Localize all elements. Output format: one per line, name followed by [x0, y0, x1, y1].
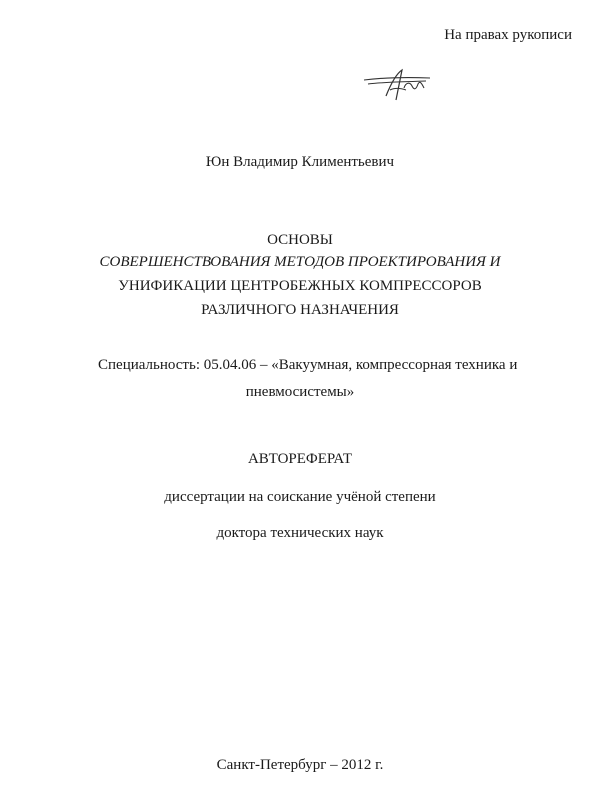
- manuscript-note: На правах рукописи: [444, 27, 572, 43]
- doc-type-line-2: доктора технических наук: [216, 525, 384, 541]
- doc-type-heading: АВТОРЕФЕРАТ: [247, 451, 353, 467]
- doc-type-line-1: диссертации на соискание учёной степени: [164, 489, 436, 505]
- signature-icon: [360, 66, 440, 106]
- specialty-line-1: Специальность: 05.04.06 – «Вакуумная, компрессорная техника и: [98, 357, 518, 373]
- title-line-4: РАЗЛИЧНОГО НАЗНАЧЕНИЯ: [201, 302, 399, 318]
- place-year: Санкт-Петербург – 2012 г.: [216, 757, 384, 773]
- author-name: Юн Владимир Климентьевич: [205, 154, 395, 170]
- title-line-1: ОСНОВЫ: [267, 232, 333, 248]
- title-line-3: УНИФИКАЦИИ ЦЕНТРОБЕЖНЫХ КОМПРЕССОРОВ: [118, 278, 482, 294]
- specialty-line-2: пневмосистемы»: [245, 384, 355, 400]
- title-line-2: СОВЕРШЕНСТВОВАНИЯ МЕТОДОВ ПРОЕКТИРОВАНИЯ И: [99, 254, 501, 270]
